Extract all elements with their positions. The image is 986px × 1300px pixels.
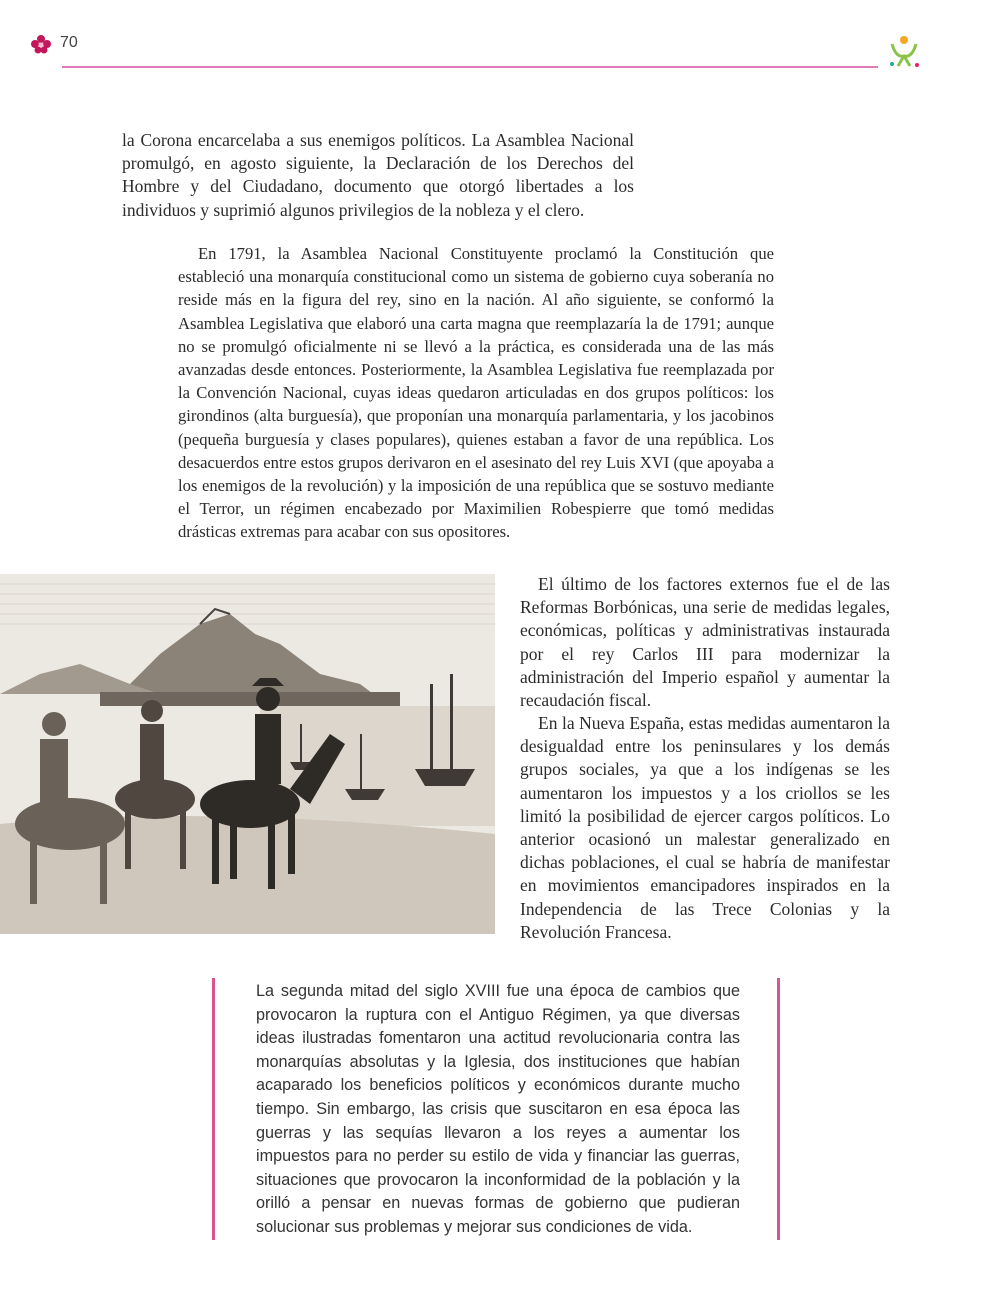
page-number: 70: [60, 34, 78, 51]
summary-box-right-rule: [777, 978, 780, 1240]
page-header: [0, 0, 986, 80]
header-rule: [62, 66, 878, 68]
summary-box-left-rule: [212, 978, 215, 1240]
historical-engraving-image: [0, 574, 495, 934]
paragraph-3: El último de los factores externos fue el de las Reformas Borbónicas, una serie de medidas legales, económicas, políticas y administrativas instaurada por el rey Carlos III para modernizar la administración del Imperio español y aumentar la recaudación fiscal.: [520, 574, 890, 711]
summary-box: [212, 978, 782, 1240]
paragraph-1: la Corona encarcelaba a sus enemigos políticos. La Asamblea Nacional promulgó, en agosto siguiente, la Declaración de los Derechos del Hombre y del Ciudadano, documento que otorgó libertades a los individuos y suprimió algunos privilegios de la nobleza y el clero.: [122, 130, 634, 220]
paragraph-2: En 1791, la Asamblea Nacional Constituyente proclamó la Constitución que estableció una monarquía constitucional como un sistema de gobierno cuya soberanía no reside más en la figura del rey, sino en la nación. Al año siguiente, se conformó la Asamblea Legislativa que elaboró una carta magna que reemplazaría la de 1791; aunque no se promulgó oficialmente ni se llevó a la práctica, es considerada una de las más avanzadas desde entonces. Posteriormente, la Asamblea Legislativa fue reemplazada por la Convención Nacional, cuyas ideas quedaron articuladas en dos grupos políticos: los girondinos (alta burguesía), que proponían una monarquía parlamentaria, y los jacobinos (pequeña burguesía y clases populares), quienes estaban a favor de una república. Los desacuerdos entre estos grupos derivaron en el asesinato del rey Luis XVI (que apoyaba a los enemigos de la revolución) y la imposición de una república que se sostuvo mediante el Terror, un régimen encabezado por Maximilien Robespierre que tomó medidas drásticas extremas para acabar con sus opositores.: [178, 244, 774, 542]
paragraph-4: En la Nueva España, estas medidas aumentaron la desigualdad entre los peninsulares y los demás grupos sociales, ya que a los indígenas se les aumentaron los impuestos y a los criollos se les limitó la posibilidad de ejercer cargos políticos. Lo anterior ocasionó un malestar generalizado en dichas poblaciones, el cual se habría de manifestar en movimientos emancipadores inspirados en la Independencia de las Trece Colonias y la Revolución Francesa.: [520, 713, 890, 942]
brand-logo-icon: [886, 34, 922, 70]
summary-text: La segunda mitad del siglo XVIII fue una época de cambios que provocaron la ruptura con el Antiguo Régimen, ya que diversas ideas ilustradas fomentaron una actitud revolucionaria contra las monarquías absolutas y la Iglesia, dos instituciones que habían acaparado los beneficios políticos y económicos durante mucho tiempo. Sin embargo, las crisis que suscitaron en esa época las guerras y las sequías llevaron a los reyes a aumentar los impuestos para no perder su estilo de vida y financiar las guerras, situaciones que provocaron la inconformidad de la población y la orilló a pensar en nuevas formas de gobierno que pudieran solucionar sus problemas y mejorar sus condiciones de vida.: [256, 982, 740, 1236]
flower-icon: [30, 34, 52, 54]
